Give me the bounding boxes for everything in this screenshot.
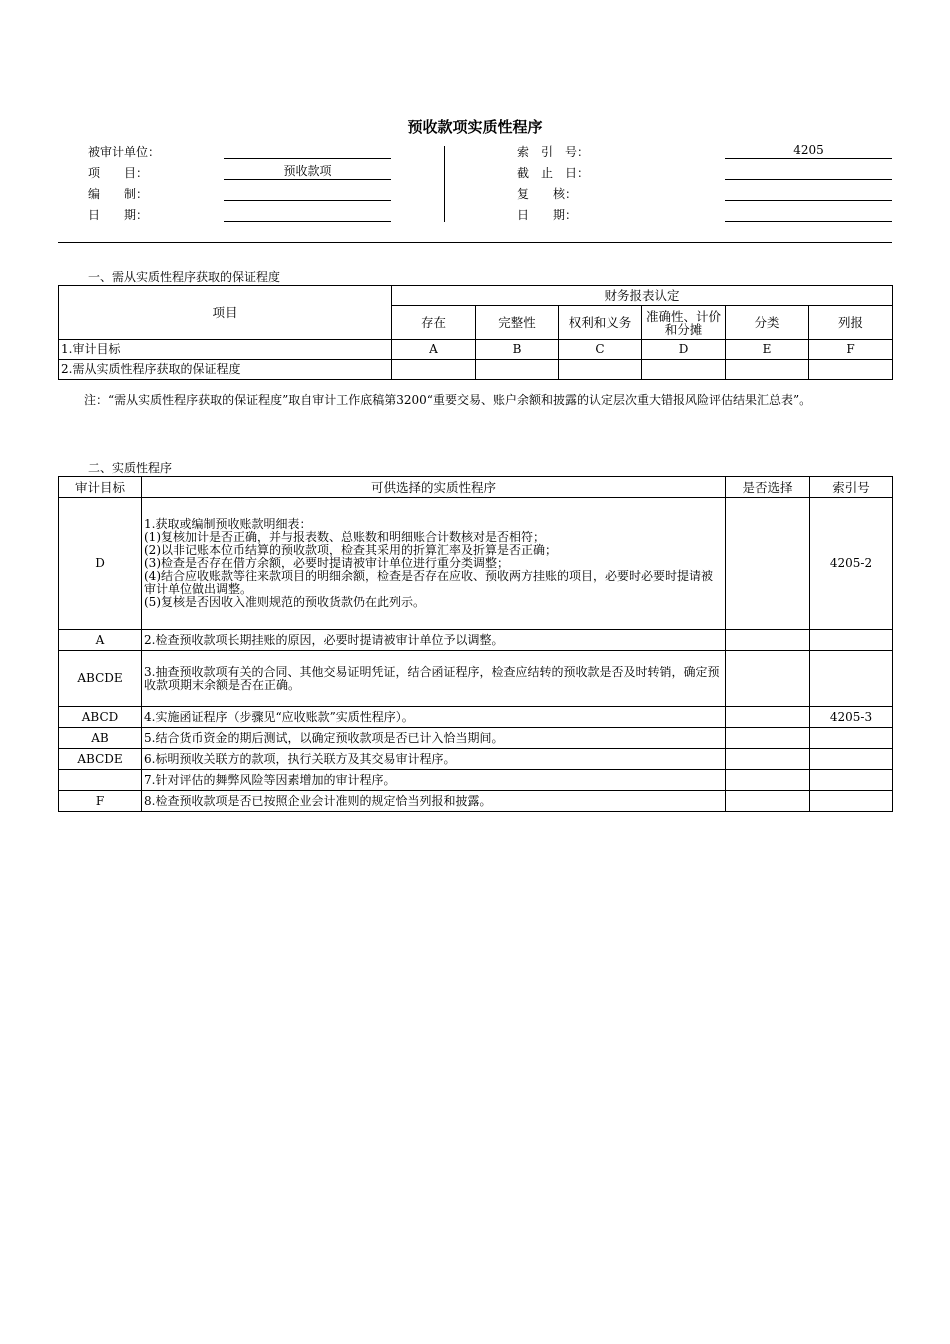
- procedure-selected[interactable]: [726, 651, 810, 707]
- assurance-cell[interactable]: [642, 360, 726, 380]
- procedure-selected[interactable]: [726, 728, 810, 749]
- section1-note: 注：“需从实质性程序获取的保证程度”取自审计工作底稿第3200“重要交易、账户余额和披露的认定层次重大错报风险评估结果汇总表”。: [84, 393, 812, 407]
- procedure-selected[interactable]: [726, 749, 810, 770]
- prepare-date-field[interactable]: [224, 205, 391, 222]
- assurance-cell[interactable]: [726, 360, 809, 380]
- target-cell: F: [809, 340, 893, 360]
- procedure-selected[interactable]: [726, 770, 810, 791]
- procedure-target: [59, 770, 142, 791]
- procedure-text: 4.实施函证程序（步骤见“应收账款”实质性程序）。: [142, 707, 726, 728]
- assurance-cell[interactable]: [559, 360, 642, 380]
- col-item-header: 项目: [59, 286, 392, 340]
- procedure-selected[interactable]: [726, 791, 810, 812]
- review-date-field[interactable]: [725, 205, 892, 222]
- procedure-selected[interactable]: [726, 630, 810, 651]
- assurance-cell[interactable]: [392, 360, 476, 380]
- procedure-index: 4205-2: [810, 498, 893, 630]
- index-no-field[interactable]: 4205: [725, 142, 892, 159]
- target-cell: C: [559, 340, 642, 360]
- procedure-text: 5.结合货币资金的期后测试，以确定预收款项是否已计入恰当期间。: [142, 728, 726, 749]
- col-header-procedure: 可供选择的实质性程序: [142, 477, 726, 498]
- procedure-target: ABCD: [59, 707, 142, 728]
- procedure-index: [810, 728, 893, 749]
- procedures-table: [58, 476, 893, 812]
- procedure-index: 4205-3: [810, 707, 893, 728]
- assertion-header: 权利和义务: [559, 306, 642, 340]
- procedure-index: [810, 749, 893, 770]
- procedure-index: [810, 791, 893, 812]
- target-cell: E: [726, 340, 809, 360]
- target-cell: D: [642, 340, 726, 360]
- page-title: 预收款项实质性程序: [407, 118, 543, 136]
- col-header-selected: 是否选择: [726, 477, 810, 498]
- procedure-index: [810, 651, 893, 707]
- procedure-target: A: [59, 630, 142, 651]
- procedure-text: 3.抽查预收款项有关的合同、其他交易证明凭证，结合函证程序，检查应结转的预收款是否及时转销，确定预收款项期末余额是否在正确。: [142, 651, 726, 707]
- row-label: 1.审计目标: [59, 340, 392, 360]
- procedure-target: D: [59, 498, 142, 630]
- procedure-text: 6.标明预收关联方的款项，执行关联方及其交易审计程序。: [142, 749, 726, 770]
- procedure-selected[interactable]: [726, 707, 810, 728]
- procedure-text: 8.检查预收款项是否已按照企业会计准则的规定恰当列报和披露。: [142, 791, 726, 812]
- target-cell: A: [392, 340, 476, 360]
- target-cell: B: [476, 340, 559, 360]
- procedure-target: AB: [59, 728, 142, 749]
- col-group-header: 财务报表认定: [392, 286, 893, 306]
- cutoff-date-label: 截 止 日：: [517, 166, 590, 180]
- procedure-index: [810, 630, 893, 651]
- procedure-text: 1.获取或编制预收账款明细表： (1)复核加计是否正确，并与报表数、总账数和明细账合计数核对是否相符； (2)以非记账本位币结算的预收款项，检查其采用的折算汇率及折算是否正确； (3)检查是否存在借方余额，必要时提请被审计单位进行重分类调整； (4)结合应收账款等往来款项目的明细余额，检查是否存在应收、预收两方挂账的项目，必要时必要时提请被审计单位做出调整。 (5)复核是否因收入准则规范的预收货款仍在此列示。: [142, 498, 726, 630]
- procedure-target: ABCDE: [59, 651, 142, 707]
- item-label: 项 目：: [88, 166, 149, 180]
- assurance-cell[interactable]: [476, 360, 559, 380]
- procedure-selected[interactable]: [726, 498, 810, 630]
- index-no-label: 索 引 号：: [517, 145, 590, 159]
- reviewer-field[interactable]: [725, 184, 892, 201]
- assurance-cell[interactable]: [809, 360, 893, 380]
- header-divider: [444, 146, 445, 222]
- procedure-text: 2.检查预收款项长期挂账的原因，必要时提请被审计单位予以调整。: [142, 630, 726, 651]
- preparer-field[interactable]: [224, 184, 391, 201]
- row-label: 2.需从实质性程序获取的保证程度: [59, 360, 392, 380]
- assurance-table: [58, 285, 893, 380]
- assertion-header: 准确性、计价和分摊: [642, 306, 726, 340]
- auditee-field[interactable]: [224, 142, 391, 159]
- procedure-index: [810, 770, 893, 791]
- assertion-header: 列报: [809, 306, 893, 340]
- procedure-text: 7.针对评估的舞弊风险等因素增加的审计程序。: [142, 770, 726, 791]
- header-rule: [58, 242, 892, 243]
- col-header-target: 审计目标: [59, 477, 142, 498]
- preparer-label: 编 制：: [88, 187, 149, 201]
- cutoff-date-field[interactable]: [725, 163, 892, 180]
- col-header-index: 索引号: [810, 477, 893, 498]
- assertion-header: 存在: [392, 306, 476, 340]
- prepare-date-label: 日 期：: [88, 208, 149, 222]
- procedure-target: ABCDE: [59, 749, 142, 770]
- section2-heading: 二、实质性程序: [88, 461, 173, 475]
- item-field[interactable]: 预收款项: [224, 163, 391, 180]
- assertion-header: 分类: [726, 306, 809, 340]
- section1-heading: 一、需从实质性程序获取的保证程度: [88, 270, 281, 284]
- procedure-target: F: [59, 791, 142, 812]
- auditee-label: 被审计单位：: [88, 145, 161, 159]
- review-date-label: 日 期：: [517, 208, 578, 222]
- assertion-header: 完整性: [476, 306, 559, 340]
- reviewer-label: 复 核：: [517, 187, 578, 201]
